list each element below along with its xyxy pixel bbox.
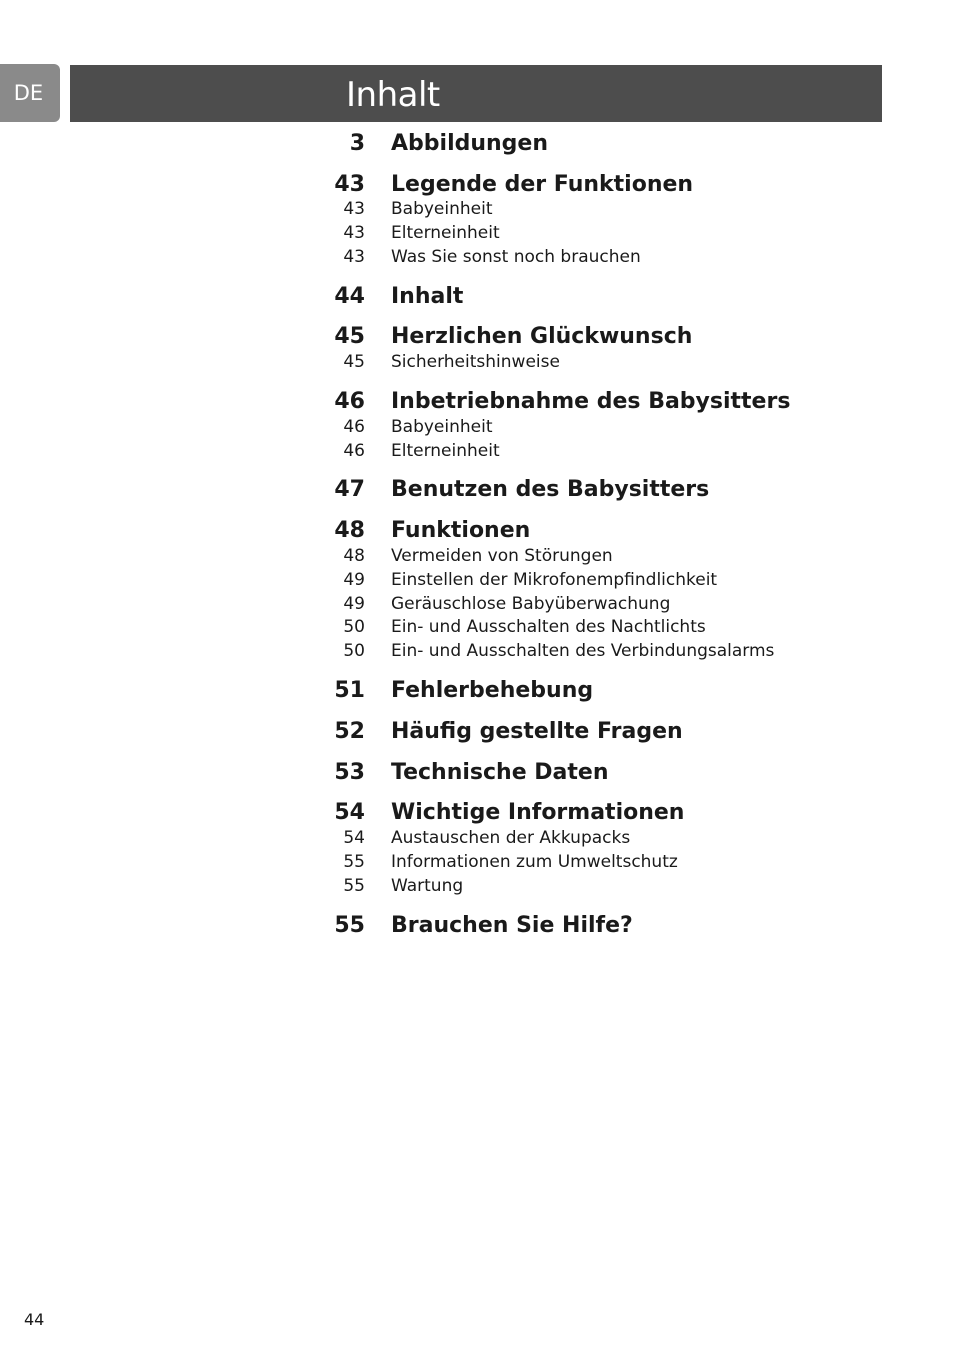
page-title: Inhalt — [346, 75, 440, 115]
toc-page-number: 54 — [343, 828, 365, 848]
toc-label: Einstellen der Mikrofonempfindlichkeit — [391, 570, 718, 590]
page-number: 44 — [24, 1310, 45, 1329]
toc-page-number: 43 — [343, 199, 365, 219]
toc-subentry[interactable] — [0, 222, 954, 244]
toc-label: Informationen zum Umweltschutz — [391, 852, 678, 872]
toc-page-number: 43 — [343, 223, 365, 243]
toc-entry[interactable] — [0, 799, 954, 827]
toc-label: Was Sie sonst noch brauchen — [391, 247, 641, 267]
toc-entry[interactable] — [0, 283, 954, 311]
toc-entry[interactable] — [0, 323, 954, 351]
toc-label: Sicherheitshinweise — [391, 352, 560, 372]
toc-page-number: 55 — [334, 913, 365, 938]
toc-page-number: 45 — [334, 324, 365, 349]
toc-page-number: 46 — [334, 389, 365, 414]
toc-subentry[interactable] — [0, 851, 954, 873]
toc-page-number: 55 — [343, 876, 365, 896]
toc-subentry[interactable] — [0, 440, 954, 462]
toc-page-number: 54 — [334, 800, 365, 825]
toc-page-number: 51 — [334, 678, 365, 703]
toc-label: Ein- und Ausschalten des Verbindungsalarms — [391, 641, 775, 661]
toc-label: Technische Daten — [391, 760, 609, 785]
toc-page-number: 46 — [343, 441, 365, 461]
toc-page-number: 43 — [334, 172, 365, 197]
toc-entry[interactable] — [0, 759, 954, 787]
toc-label: Herzlichen Glückwunsch — [391, 324, 693, 349]
toc-subentry[interactable] — [0, 616, 954, 638]
toc-label: Fehlerbehebung — [391, 678, 594, 703]
toc-page-number: 48 — [343, 546, 365, 566]
toc-subentry[interactable] — [0, 351, 954, 373]
toc-page-number: 55 — [343, 852, 365, 872]
toc-label: Legende der Funktionen — [391, 172, 694, 197]
toc-page-number: 49 — [343, 570, 365, 590]
toc-label: Geräuschlose Babyüberwachung — [391, 594, 671, 614]
toc-subentry[interactable] — [0, 875, 954, 897]
toc-subentry[interactable] — [0, 545, 954, 567]
toc-label: Wartung — [391, 876, 464, 896]
toc-page-number: 46 — [343, 417, 365, 437]
toc-page-number: 50 — [343, 641, 365, 661]
toc-label: Abbildungen — [391, 131, 549, 156]
toc-label: Benutzen des Babysitters — [391, 477, 710, 502]
toc-label: Elterneinheit — [391, 223, 500, 243]
toc-label: Häufig gestellte Fragen — [391, 719, 683, 744]
toc-page-number: 50 — [343, 617, 365, 637]
toc-label: Austauschen der Akkupacks — [391, 828, 631, 848]
toc-page-number: 53 — [334, 760, 365, 785]
toc-label: Brauchen Sie Hilfe? — [391, 913, 633, 938]
toc-label: Babyeinheit — [391, 199, 493, 219]
toc-page-number: 43 — [343, 247, 365, 267]
toc-label: Inbetriebnahme des Babysitters — [391, 389, 791, 414]
toc-page-number: 47 — [334, 477, 365, 502]
toc-page-number: 52 — [334, 719, 365, 744]
toc-page-number: 45 — [343, 352, 365, 372]
toc-subentry[interactable] — [0, 246, 954, 268]
title-bar — [70, 65, 882, 122]
toc-entry[interactable] — [0, 677, 954, 705]
toc-entry[interactable] — [0, 388, 954, 416]
toc-page-number: 49 — [343, 594, 365, 614]
toc-entry[interactable] — [0, 476, 954, 504]
toc-label: Ein- und Ausschalten des Nachtlichts — [391, 617, 706, 637]
toc-entry[interactable] — [0, 517, 954, 545]
toc-page-number: 44 — [334, 284, 365, 309]
toc-subentry[interactable] — [0, 827, 954, 849]
toc-label: Wichtige Informationen — [391, 800, 685, 825]
toc-label: Babyeinheit — [391, 417, 493, 437]
toc-subentry[interactable] — [0, 416, 954, 438]
toc-page-number: 48 — [334, 518, 365, 543]
toc-entry[interactable] — [0, 912, 954, 940]
language-tab: DE — [0, 64, 60, 122]
toc-entry[interactable] — [0, 130, 954, 158]
toc-subentry[interactable] — [0, 198, 954, 220]
toc-page-number: 3 — [349, 131, 365, 156]
toc-label: Inhalt — [391, 284, 464, 309]
toc-label: Funktionen — [391, 518, 531, 543]
toc-subentry[interactable] — [0, 593, 954, 615]
toc-label: Elterneinheit — [391, 441, 500, 461]
toc-entry[interactable] — [0, 718, 954, 746]
toc-entry[interactable] — [0, 171, 954, 199]
toc-label: Vermeiden von Störungen — [391, 546, 613, 566]
toc-subentry[interactable] — [0, 640, 954, 662]
toc-subentry[interactable] — [0, 569, 954, 591]
